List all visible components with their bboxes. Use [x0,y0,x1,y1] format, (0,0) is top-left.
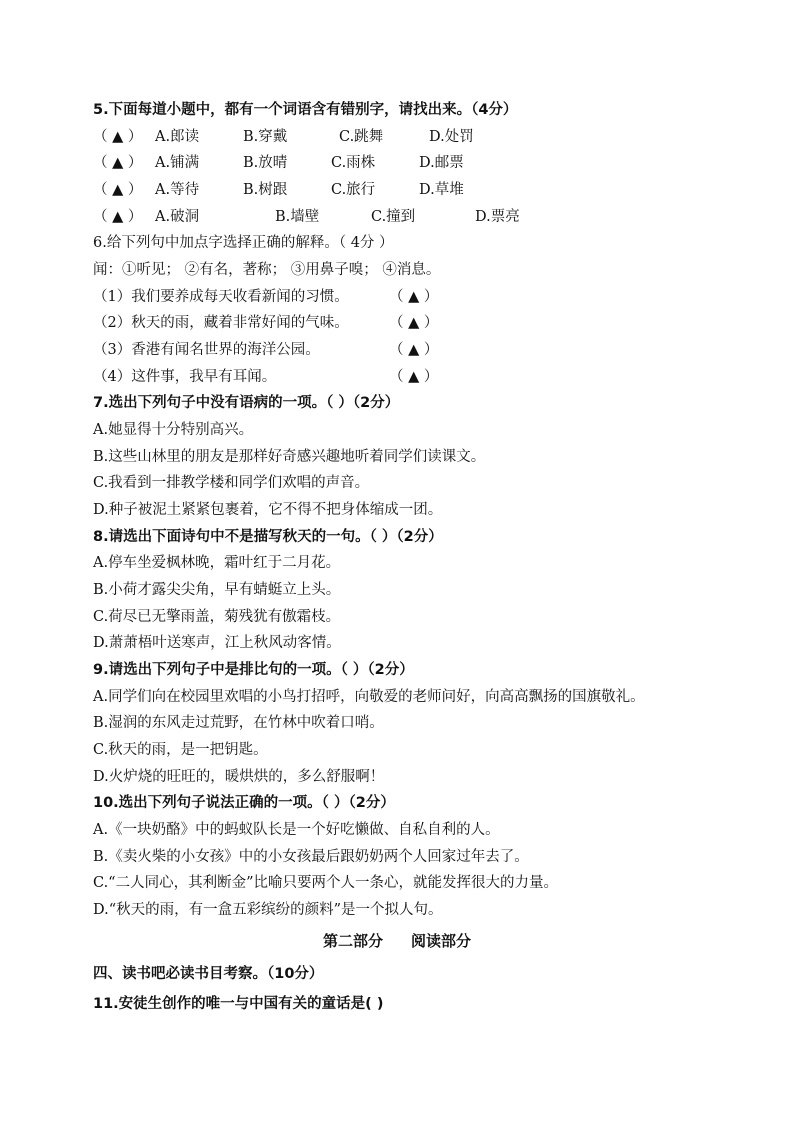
answer-mark: （ ▲ ） [389,369,439,385]
q6-item [93,287,438,307]
item-text: （4）这件事，我早有耳闻。 [93,369,277,385]
option-a: A.等待 [155,182,200,198]
q9-option-b: B.湿润的东风走过荒野，在竹林中吹着口哨。 [93,715,384,731]
option-c: C.雨株 [331,155,376,171]
q6-item [93,367,438,387]
q7-option-a: A.她显得十分特别高兴。 [93,422,254,438]
option-d: D.草堆 [419,182,464,198]
q11-title: 11.安徒生创作的唯一与中国有关的童话是( ) [93,996,384,1012]
q6-item [93,340,438,360]
option-b: B.放晴 [243,155,288,171]
part2-heading [0,930,794,951]
q8-option-b: B.小荷才露尖尖角，早有蜻蜓立上头。 [93,582,341,598]
option-d: D.邮票 [419,155,464,171]
option-d: D.票亮 [475,209,520,225]
item-text: （3）香港有闻名世界的海洋公园。 [93,342,320,358]
q10-option-a: A.《一块奶酪》中的蚂蚁队长是一个好吃懒做、自私自利的人。 [93,822,500,838]
option-b: B.穿戴 [243,129,288,145]
q9-title: 9.请选出下列句子中是排比句的一项。（ ）（2分） [93,662,414,678]
q5-row [93,180,464,200]
option-c: C.旅行 [331,182,376,198]
option-b: B.树跟 [243,182,288,198]
q9-option-d: D.火炉烧的旺旺的，暖烘烘的，多么舒服啊！ [93,769,385,785]
q5-title: 5.下面每道小题中，都有一个词语含有错别字，请找出来。（4分） [93,102,518,118]
option-a: A.郎读 [155,129,200,145]
q10-title: 10.选出下列句子说法正确的一项。（ ）（2分） [93,795,395,811]
q8-option-a: A.停车坐爱枫林晚，霜叶红于二月花。 [93,555,341,571]
q10-option-b: B.《卖火柴的小女孩》中的小女孩最后跟奶奶两个人回家过年去了。 [93,849,529,865]
q5-row [93,153,464,173]
option-b: B.墙壁 [275,209,320,225]
option-c: C.跳舞 [339,129,384,145]
q8-option-c: C.荷尽已无擎雨盖，菊残犹有傲霜枝。 [93,609,341,625]
answer-mark: （ ▲ ） [93,155,143,171]
part2-subtitle: 阅读部分 [411,932,472,950]
item-text: （2）秋天的雨，藏着非常好闻的气味。 [93,315,349,331]
q6-title: 6.给下列句中加点字选择正确的解释。（ 4分 ） [93,235,394,251]
q7-option-d: D.种子被泥土紧紧包裹着，它不得不把身体缩成一团。 [93,502,443,518]
option-c: C.撞到 [371,209,416,225]
answer-mark: （ ▲ ） [93,129,143,145]
q10-option-c: C.“二人同心，其利断金”比喻只要两个人一条心，就能发挥很大的力量。 [93,875,559,891]
answer-mark: （ ▲ ） [389,342,439,358]
q9-option-c: C.秋天的雨，是一把钥匙。 [93,742,268,758]
q7-option-c: C.我看到一排教学楼和同学们欢唱的声音。 [93,475,370,491]
item-text: （1）我们要养成每天收看新闻的习惯。 [93,289,349,305]
section4-title: 四、读书吧必读书目考察。（10分） [93,966,324,982]
answer-mark: （ ▲ ） [389,315,439,331]
answer-mark: （ ▲ ） [389,289,439,305]
option-a: A.破洞 [155,209,200,225]
q8-option-d: D.萧萧梧叶送寒声，江上秋风动客情。 [93,635,341,651]
q7-option-b: B.这些山林里的朋友是那样好奇感兴趣地听着同学们读课文。 [93,449,486,465]
q9-option-a: A.同学们向在校园里欢唱的小鸟打招呼，向敬爱的老师问好，向高高飘扬的国旗敬礼。 [93,689,645,705]
q6-definition: 闻：①听见； ②有名，著称； ③用鼻子嗅； ④消息。 [93,262,441,278]
part2-label: 第二部分 [322,932,383,950]
option-a: A.铺满 [155,155,200,171]
q5-row [93,207,520,227]
option-d: D.处罚 [429,129,474,145]
answer-mark: （ ▲ ） [93,209,143,225]
q7-title: 7.选出下列句子中没有语病的一项。（ ）（2分） [93,395,400,411]
q10-option-d: D.“秋天的雨，有一盒五彩缤纷的颜料”是一个拟人句。 [93,902,443,918]
q6-item [93,313,438,333]
answer-mark: （ ▲ ） [93,182,143,198]
q5-row [93,127,474,147]
q8-title: 8.请选出下面诗句中不是描写秋天的一句。（ ）（2分） [93,529,443,545]
